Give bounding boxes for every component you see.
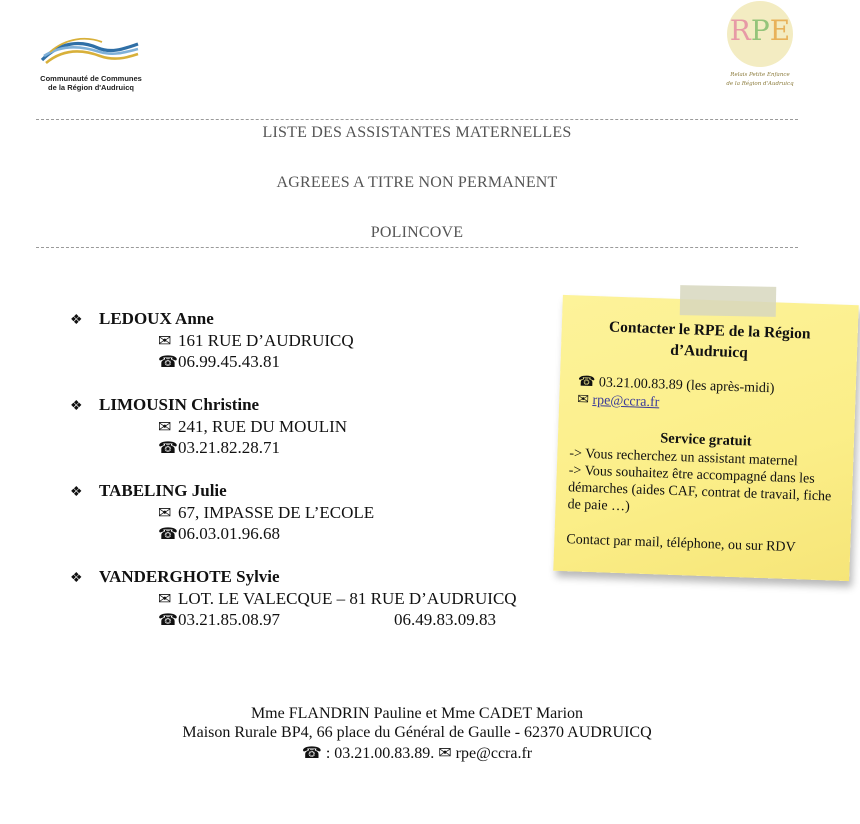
note-title: Contacter le RPE de la Région d’Audruicq — [608, 318, 811, 362]
bullet-icon: ❖ — [70, 313, 83, 328]
assistant-address: ✉ 161 RUE D’AUDRUICQ — [158, 331, 354, 350]
bottom-divider — [36, 247, 798, 248]
tape-strip — [680, 285, 777, 317]
bullet-icon: ❖ — [70, 485, 83, 500]
phone-icon: ☎ — [158, 612, 178, 629]
note-item-2: -> Vous souhaitez être accompagné dans les démarches (aides CAF, contrat de travail, fiche de paie …) — [567, 463, 832, 515]
footer-email[interactable]: rpe@ccra.fr — [455, 745, 533, 762]
assistant-phone: ☎03.21.85.08.97 06.49.83.09.83 — [158, 610, 496, 629]
footer-phone: 03.21.00.83.89. — [334, 745, 435, 762]
assistant-address: ✉ 67, IMPASSE DE L’ECOLE — [158, 503, 375, 522]
assistant-phone: ☎06.99.45.43.81 — [158, 352, 280, 371]
assistant-name: ❖ LEDOUX Anne — [70, 309, 214, 328]
assistant-name: ❖ LIMOUSIN Christine — [70, 395, 260, 414]
assistant-phone: ☎03.21.82.28.71 — [158, 438, 280, 457]
logo-caption-line2: de la Région d'Audruicq — [48, 83, 134, 92]
bullet-icon: ❖ — [70, 399, 83, 414]
mail-icon: ✉ — [158, 419, 172, 436]
mail-icon: ✉ — [158, 333, 172, 350]
assistant-address: ✉ 241, RUE DU MOULIN — [158, 417, 348, 436]
page-subtitle: AGREEES A TITRE NON PERMANENT — [276, 174, 558, 191]
waves-logo-icon — [40, 34, 140, 66]
assistant-address: ✉ LOT. LE VALECQUE – 81 RUE D’AUDRUICQ — [158, 589, 517, 608]
rpe-logo — [718, 0, 802, 96]
rpe-contact-note — [553, 295, 858, 581]
rpe-monogram: RPE — [729, 14, 791, 47]
mail-icon: ✉ — [576, 392, 590, 408]
mail-icon: ✉ — [158, 505, 172, 522]
mail-icon: ✉ — [158, 591, 172, 608]
assistant-name: ❖ TABELING Julie — [70, 481, 227, 500]
assistant-phone-2: 06.49.83.09.83 — [394, 610, 496, 629]
commune-title: POLINCOVE — [370, 224, 464, 241]
assistant-name: ❖ VANDERGHOTE Sylvie — [70, 567, 280, 586]
note-phone: ☎ 03.21.00.83.89 (les après-midi) — [577, 374, 775, 397]
note-contact: Contact par mail, téléphone, ou sur RDV — [566, 532, 796, 556]
rpe-caption-line1: Relais Petite Enfance — [730, 72, 790, 78]
phone-icon: ☎ — [577, 374, 596, 391]
phone-icon: ☎ — [158, 440, 178, 457]
footer-names: Mme FLANDRIN Pauline et Mme CADET Marion — [250, 705, 584, 722]
phone-icon: ☎ — [158, 354, 178, 371]
note-service-title: Service gratuit — [659, 430, 752, 450]
mail-icon: ✉ — [438, 745, 452, 762]
top-divider — [36, 119, 798, 120]
bullet-icon: ❖ — [70, 571, 83, 586]
footer-contact: ☎ : 03.21.00.83.89. ✉ rpe@ccra.fr — [301, 745, 533, 762]
note-email-link[interactable]: rpe@ccra.fr — [592, 393, 660, 411]
rpe-caption-line2: de la Région d'Audruicq — [726, 81, 794, 87]
assistant-phone: ☎06.03.01.96.68 — [158, 524, 280, 543]
phone-icon: ☎ — [301, 745, 322, 762]
phone-icon: ☎ — [158, 526, 178, 543]
footer-address: Maison Rurale BP4, 66 place du Général de Gaulle - 62370 AUDRUICQ — [182, 724, 652, 741]
note-item-1: -> Vous recherchez un assistant maternel — [569, 446, 799, 470]
ccra-logo — [36, 30, 146, 96]
logo-caption-line1: Communauté de Communes — [40, 74, 142, 83]
page-title: LISTE DES ASSISTANTES MATERNELLES — [262, 124, 572, 141]
note-email — [577, 391, 660, 411]
